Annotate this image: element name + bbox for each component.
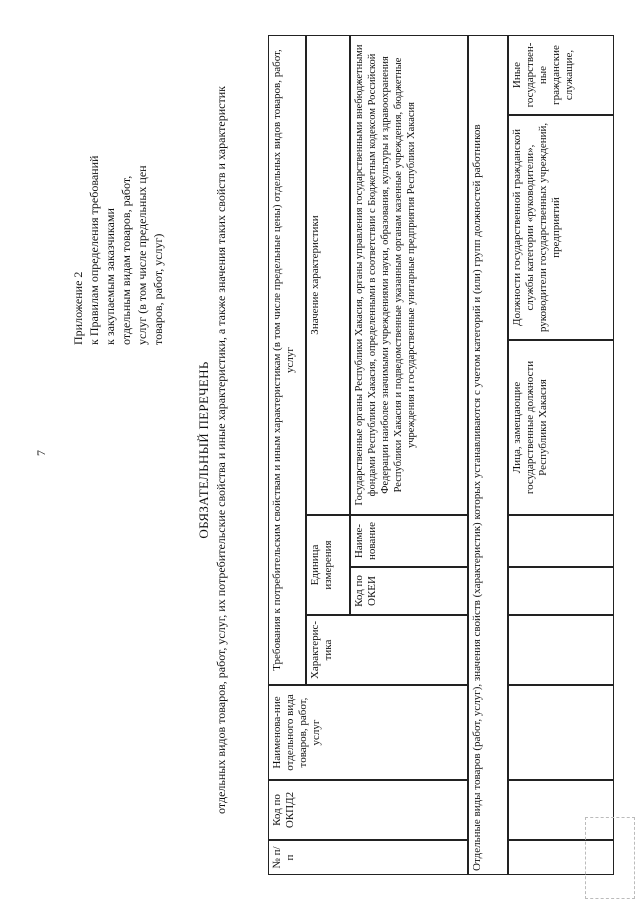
appendix-line: к Правилам определения требований	[87, 155, 101, 345]
appendix-line: отдельным видам товаров, работ,	[119, 175, 133, 345]
document-subtitle: отдельных видов товаров, работ, услуг, их потребительские свойства и иные характеристики, а также значения таких свойств и характеристик	[214, 86, 228, 814]
appendix-line: товаров, работ, услуг)	[151, 233, 165, 345]
page-number: 7	[34, 450, 48, 456]
table-cell-empty	[508, 685, 614, 780]
document-title: ОБЯЗАТЕЛЬНЫЙ ПЕРЕЧЕНЬ	[196, 361, 211, 539]
header-item-name: Наименова-ние отдельного вида товаров, работ, услуг	[268, 685, 468, 780]
header-unit: Единица измерения	[306, 515, 350, 615]
header-value: Значение характеристики	[306, 35, 350, 515]
table-cell-empty	[508, 567, 614, 615]
appendix-line: услуг (в том числе предельных цен	[135, 165, 149, 345]
table-cell-empty	[508, 615, 614, 685]
appendix-block	[70, 15, 166, 345]
header-okei-code: Код по ОКЕИ	[350, 567, 468, 615]
table-cell-empty	[508, 515, 614, 567]
scan-artifact	[585, 817, 635, 899]
header-requirements: Требования к потребительским свойствам и иным характеристикам (в том числе предельные цены) отдельных видов товаров, работ, услуг	[268, 35, 306, 685]
header-number: № п/п	[268, 840, 468, 875]
group-other-servants: Иные государствен-ные гражданские служащие,	[508, 35, 614, 115]
section-row: Отдельные виды товаров (работ, услуг), значения свойств (характеристик) которых устанавливаются с учетом категорий и (или) групп должностей работников	[468, 35, 508, 875]
value-description: Государственные органы Республики Хакасия, органы управления государственными внебюджетными фондами Республики Хакасия, определенными в соответствии с Бюджетным кодексом Российской Федерации наиболее значимыми учреждениями науки, образования, культуры и здравоохранения Республики Хакасия и подведомственные указанным органам казенные учреждения, бюджетные учреждения и государственные унитарные предприятия Республики Хакасия	[350, 35, 468, 515]
group-officials: Лица, замещающие государственные должности Республики Хакасия	[508, 340, 614, 515]
header-okpd2: Код по ОКПД2	[268, 780, 468, 840]
header-unit-name: Наиме-нование	[350, 515, 468, 567]
appendix-line: к закупаемым заказчиками	[103, 208, 117, 345]
header-characteristic: Характерис-тика	[306, 615, 468, 685]
appendix-line: Приложение 2	[71, 271, 85, 345]
group-managers: Должности государственной гражданской службы категории «руководители», руководители государственных учреждений, предприятий	[508, 115, 614, 340]
